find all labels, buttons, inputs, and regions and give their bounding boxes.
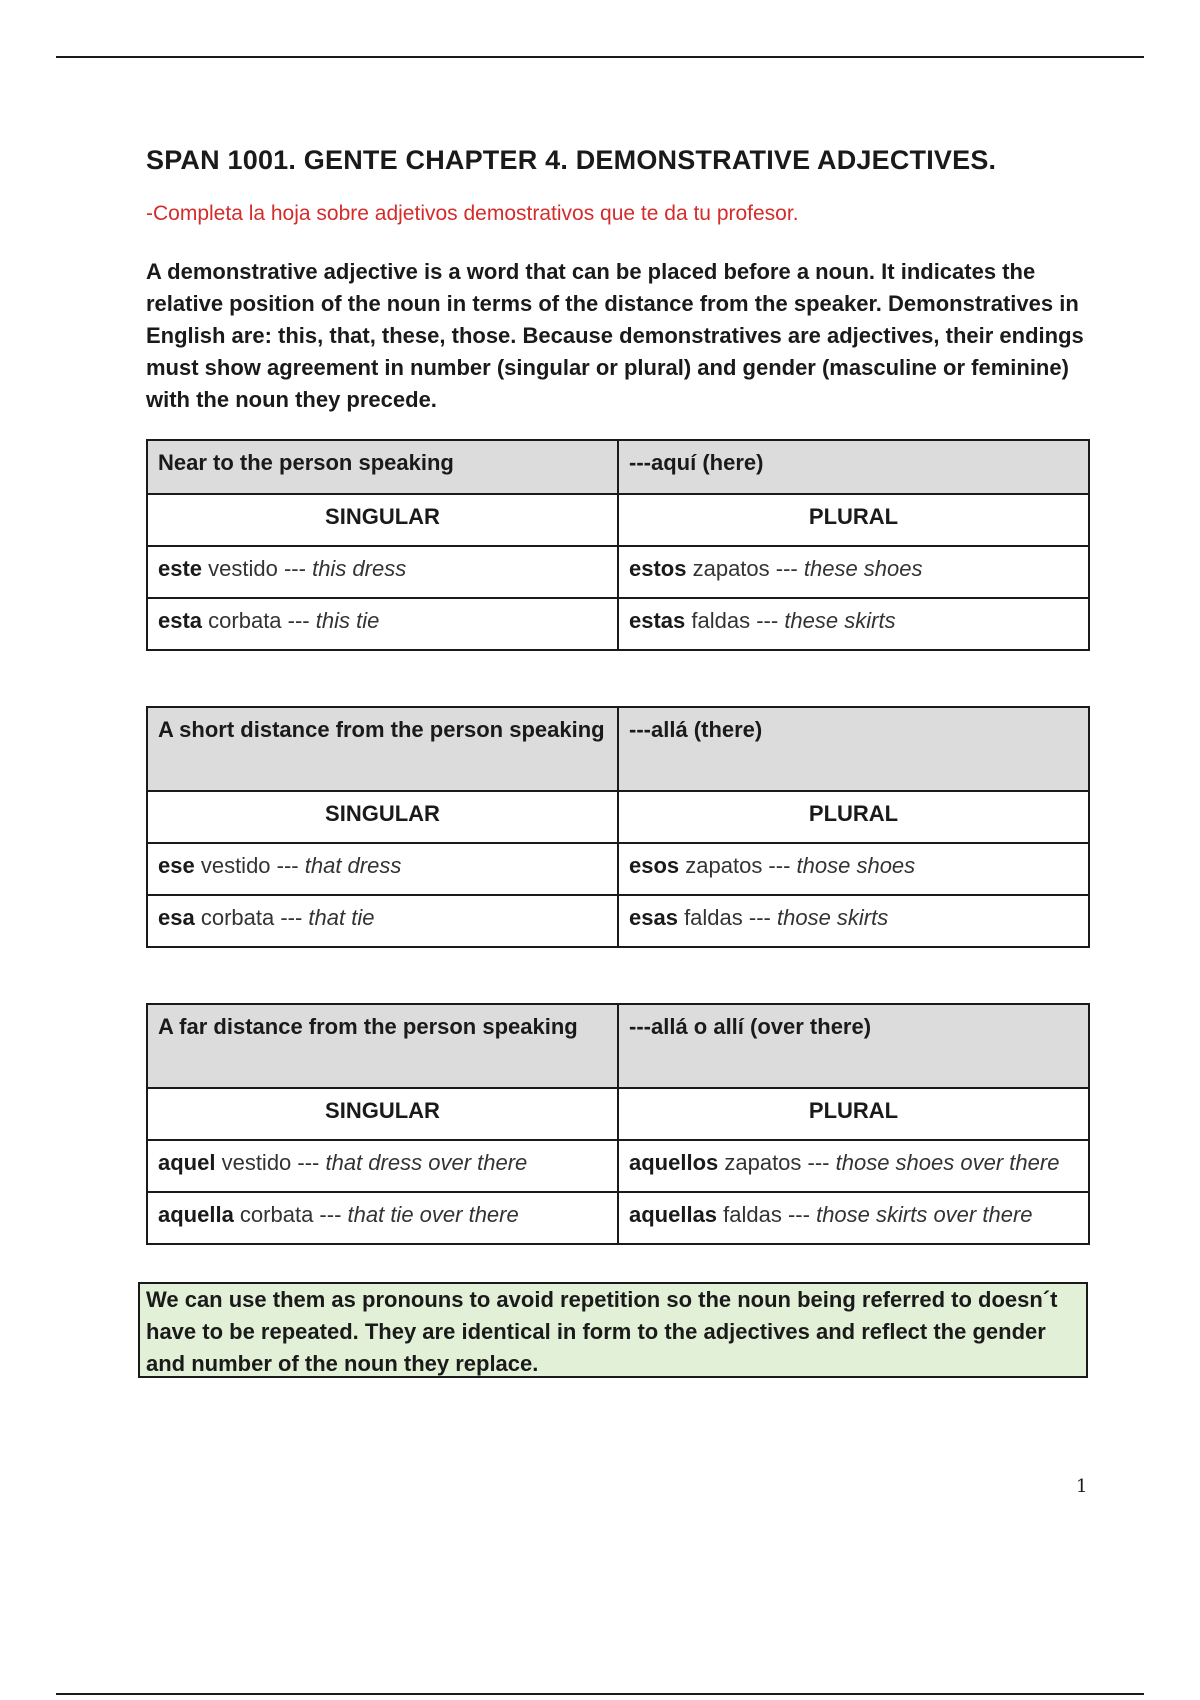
page-number: 1 (1076, 1476, 1088, 1497)
distance-heading: A far distance from the person speaking (147, 1004, 618, 1088)
singular-cell (147, 1140, 618, 1192)
translation-text: these skirts (784, 608, 896, 633)
adverb-heading: ---aquí (here) (618, 440, 1089, 494)
noun-text: vestido --- (215, 1150, 326, 1175)
distance-heading: Near to the person speaking (147, 440, 618, 494)
noun-text: vestido --- (194, 853, 305, 878)
table-row (147, 1140, 1089, 1192)
demonstratives-far-distance-table (146, 1003, 1090, 1245)
singular-header: SINGULAR (147, 1088, 618, 1140)
noun-text: zapatos --- (718, 1150, 836, 1175)
demonstrative-word: estos (629, 556, 687, 581)
demonstrative-word: aquel (158, 1150, 216, 1175)
noun-text: zapatos --- (679, 853, 797, 878)
table-row (147, 598, 1089, 650)
column-header-row (147, 791, 1089, 843)
intro-paragraph: A demonstrative adjective is a word that can be placed before a noun. It indicates the relative position of the noun in terms of the distance from the speaker. Demonstratives in English are: this, that, these, those. Because demonstratives are adjectives, their endings must show agreement in number (singular or plural) and gender (masculine or feminine) with the noun they precede. (146, 259, 1084, 412)
plural-cell (618, 1192, 1089, 1244)
translation-text: those shoes over there (835, 1150, 1060, 1175)
adverb-heading: ---allá o allí (over there) (618, 1004, 1089, 1088)
plural-cell (618, 598, 1089, 650)
adverb-heading: ---allá (there) (618, 707, 1089, 791)
page-title: SPAN 1001. GENTE CHAPTER 4. DEMONSTRATIVE ADJECTIVES. (146, 145, 997, 175)
table-row (147, 895, 1089, 947)
singular-cell (147, 843, 618, 895)
plural-cell (618, 1140, 1089, 1192)
demonstrative-word: aquellos (629, 1150, 719, 1175)
demonstratives-near-table (146, 439, 1090, 651)
noun-text: corbata --- (194, 905, 309, 930)
plural-cell (618, 895, 1089, 947)
translation-text: that dress (304, 853, 402, 878)
translation-text: that tie (308, 905, 375, 930)
noun-text: vestido --- (202, 556, 313, 581)
column-header-row (147, 494, 1089, 546)
column-header-row (147, 1088, 1089, 1140)
singular-cell (147, 1192, 618, 1244)
demonstrative-word: esos (629, 853, 680, 878)
translation-text: that dress over there (325, 1150, 528, 1175)
demonstrative-word: esta (158, 608, 203, 633)
noun-text: faldas --- (685, 608, 785, 633)
plural-cell (618, 843, 1089, 895)
noun-text: corbata --- (202, 608, 316, 633)
noun-text: zapatos --- (686, 556, 804, 581)
plural-header: PLURAL (618, 494, 1089, 546)
noun-text: corbata --- (233, 1202, 348, 1227)
singular-cell (147, 546, 618, 598)
demonstrative-word: esa (158, 905, 195, 930)
table-row (147, 546, 1089, 598)
singular-cell (147, 598, 618, 650)
demonstrative-word: estas (629, 608, 686, 633)
translation-text: this dress (312, 556, 407, 581)
table-heading-row (147, 707, 1089, 791)
translation-text: that tie over there (347, 1202, 519, 1227)
noun-text: faldas --- (717, 1202, 817, 1227)
distance-heading: A short distance from the person speaking (147, 707, 618, 791)
noun-text: faldas --- (677, 905, 777, 930)
singular-header: SINGULAR (147, 494, 618, 546)
plural-cell (618, 546, 1089, 598)
table-heading-row (147, 1004, 1089, 1088)
translation-text: these shoes (803, 556, 923, 581)
plural-header: PLURAL (618, 791, 1089, 843)
table-row (147, 1192, 1089, 1244)
translation-text: those shoes (796, 853, 916, 878)
plural-header: PLURAL (618, 1088, 1089, 1140)
table-row (147, 843, 1089, 895)
header-rule (56, 56, 1144, 58)
translation-text: those skirts over there (816, 1202, 1033, 1227)
translation-text: those skirts (776, 905, 889, 930)
demonstrative-word: aquellas (629, 1202, 718, 1227)
singular-header: SINGULAR (147, 791, 618, 843)
demonstrative-word: aquella (158, 1202, 234, 1227)
demonstratives-short-distance-table (146, 706, 1090, 948)
demonstrative-word: esas (629, 905, 678, 930)
pronoun-note-box: We can use them as pronouns to avoid repetition so the noun being referred to doesn´t have to be repeated. They are identical in form to the adjectives and reflect the gender and number of the noun they replace. (138, 1282, 1088, 1378)
table-heading-row (147, 440, 1089, 494)
singular-cell (147, 895, 618, 947)
demonstrative-word: ese (158, 853, 195, 878)
footer-rule (56, 1693, 1144, 1695)
demonstrative-word: este (158, 556, 203, 581)
instruction-text: -Completa la hoja sobre adjetivos demostrativos que te da tu profesor. (146, 202, 799, 225)
translation-text: this tie (315, 608, 380, 633)
